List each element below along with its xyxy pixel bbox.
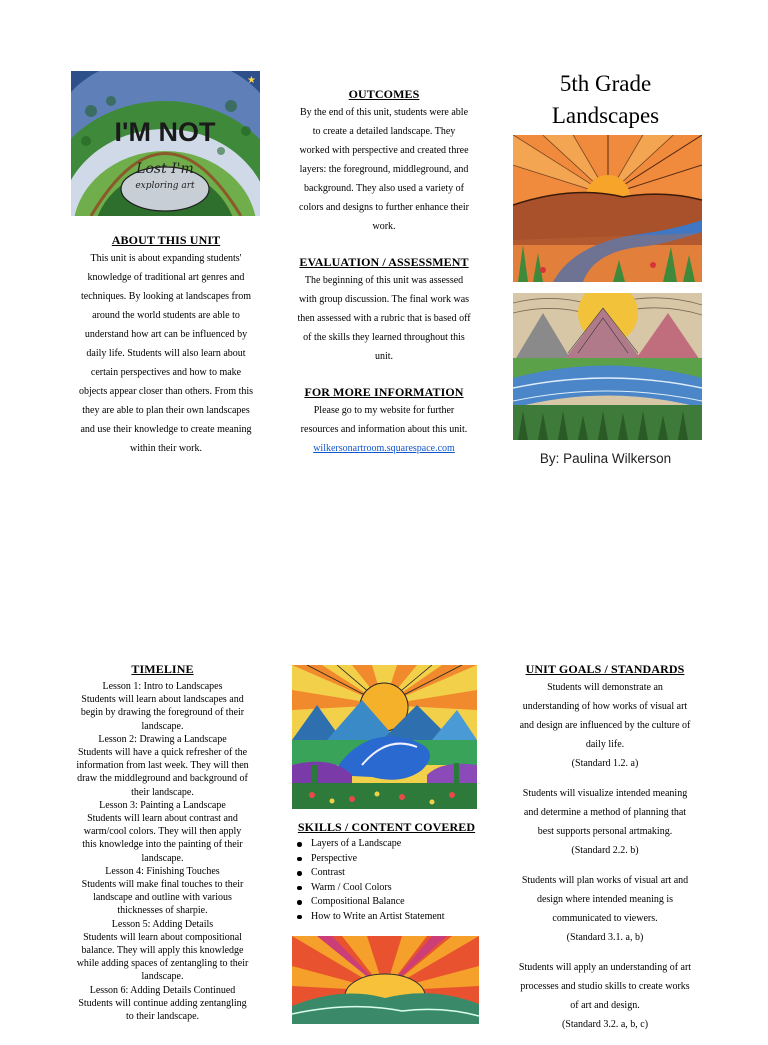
about-line: objects appear closer than others. From this — [78, 386, 254, 397]
evaluation-line: unit. — [374, 351, 394, 362]
goals-heading: UNIT GOALS / STANDARDS — [525, 662, 685, 676]
skills-heading: SKILLS / CONTENT COVERED — [297, 820, 476, 834]
goal-block — [503, 871, 707, 947]
more-info-body — [283, 401, 485, 458]
about-section — [64, 233, 268, 458]
timeline-line: to their landscape. — [125, 1011, 200, 1023]
goals-body — [503, 678, 707, 1034]
timeline-line: warm/cool colors. They will then apply — [83, 826, 242, 838]
about-line: they are able to plan their own landscapes — [82, 405, 250, 416]
about-line: daily life. Students will also learn about — [86, 348, 246, 359]
outcomes-line: By the end of this unit, students were able — [299, 107, 469, 118]
outcomes-heading: OUTCOMES — [348, 87, 420, 101]
skills-list-item: Layers of a Landscape — [311, 837, 484, 852]
artwork-mountain-zentangle-image — [513, 293, 702, 440]
goal-standard: (Standard 3.1. a, b) — [566, 932, 644, 943]
timeline-line: information from last week. They will then — [76, 760, 249, 772]
goal-standard: (Standard 1.2. a) — [571, 758, 639, 769]
goals-section — [503, 662, 707, 1045]
goal-standard: (Standard 3.2. a, b, c) — [561, 1019, 649, 1030]
author-byline: By: Paulina Wilkerson — [539, 451, 672, 466]
goal-line: and determine a method of planning that — [523, 807, 687, 818]
about-line: certain perspectives and how to make — [90, 367, 242, 378]
goal-line: and design are influenced by the culture of — [519, 720, 691, 731]
timeline-line: Students will learn about contrast and — [87, 813, 238, 825]
skills-list-item: Warm / Cool Colors — [311, 881, 484, 896]
evaluation-line: with group discussion. The final work was — [298, 294, 470, 305]
goal-line: design where intended meaning is — [536, 894, 674, 905]
timeline-line: Students will learn about landscapes and — [81, 694, 244, 706]
timeline-line: Students will continue adding zentangling — [78, 997, 247, 1009]
artwork-sunset-river-image — [513, 135, 702, 282]
about-body — [64, 249, 268, 458]
more-info-heading: FOR MORE INFORMATION — [304, 385, 464, 399]
skills-list-item: Perspective — [311, 852, 484, 867]
skills-section — [289, 820, 484, 925]
about-line: knowledge of traditional art genres and — [87, 272, 245, 283]
artwork-sunset-partial — [292, 936, 479, 1024]
skills-list-item: Contrast — [311, 866, 484, 881]
goal-line: Students will plan works of visual art and — [521, 875, 689, 886]
title-line-2: Landscapes — [551, 103, 660, 128]
timeline-line: Lesson 6: Adding Details Continued — [89, 984, 236, 996]
outcomes-body — [283, 103, 485, 236]
timeline-line: landscape. — [141, 720, 184, 732]
timeline-heading: TIMELINE — [131, 662, 194, 676]
goal-block — [503, 678, 707, 773]
skills-list-item: Compositional Balance — [311, 895, 484, 910]
more-info-line: Please go to my website for further — [313, 405, 455, 416]
goal-line: Students will apply an understanding of art — [518, 962, 692, 973]
title-block — [513, 68, 698, 132]
timeline-line: their landscape. — [131, 786, 194, 798]
about-heading: ABOUT THIS UNIT — [111, 233, 221, 247]
artwork-sunset-partial-image — [292, 936, 479, 1024]
outcomes-line: to create a detailed landscape. They — [312, 126, 456, 137]
goal-line: understanding of how works of visual art — [522, 701, 688, 712]
outcomes-line: work. — [372, 221, 396, 232]
more-info-line: resources and information about this unit. — [300, 424, 468, 435]
timeline-line: Lesson 4: Finishing Touches — [105, 865, 220, 877]
goal-line: communicated to viewers. — [552, 913, 658, 924]
evaluation-line: then assessed with a rubric that is based off — [297, 313, 471, 324]
timeline-line: Lesson 2: Drawing a Landscape — [98, 733, 227, 745]
website-link[interactable]: wilkersonartroom.squarespace.com — [313, 443, 455, 454]
about-line: and use their knowledge to create meaning — [80, 424, 252, 435]
outcomes-line: worked with perspective and created three — [299, 145, 469, 156]
timeline-line: Lesson 1: Intro to Landscapes — [102, 681, 223, 692]
goal-line: Students will demonstrate an — [547, 682, 663, 693]
about-line: around the world students are able to — [92, 310, 240, 321]
artwork-sunset-river — [513, 135, 702, 282]
goal-line: best supports personal artmaking. — [537, 826, 673, 837]
timeline-line: balance. They will apply this knowledge — [81, 945, 244, 957]
outcomes-section — [283, 87, 485, 236]
timeline-line: draw the middleground and background of — [77, 773, 248, 785]
evaluation-body — [283, 271, 485, 366]
evaluation-section — [283, 255, 485, 366]
artwork-im-not-lost-image — [71, 71, 260, 216]
artwork-mountain-zentangle — [513, 293, 702, 440]
timeline-section — [60, 662, 265, 1023]
goal-standard: (Standard 2.2. b) — [571, 845, 639, 856]
goal-block — [503, 958, 707, 1034]
outcomes-line: background. They also used a variety of — [303, 183, 465, 194]
timeline-line: while adding spaces of zentangling to their — [76, 958, 249, 970]
outcomes-line: colors and designs to further enhance their — [299, 202, 469, 213]
evaluation-heading: EVALUATION / ASSESSMENT — [299, 255, 469, 269]
skills-list-item: How to Write an Artist Statement — [311, 910, 484, 925]
timeline-line: this knowledge into the painting of their — [82, 839, 243, 851]
about-line: techniques. By looking at landscapes from — [81, 291, 251, 302]
artwork-sun-waves-image — [292, 665, 477, 809]
timeline-line: landscape. — [141, 971, 184, 983]
timeline-line: Students will learn about compositional — [83, 931, 242, 943]
svg-text:★: ★ — [247, 75, 256, 86]
artwork-im-not-lost — [71, 71, 260, 216]
goal-line: of art and design. — [570, 1000, 640, 1011]
timeline-line: landscape and outline with various — [93, 892, 232, 904]
artwork-exploring-text: exploring art — [135, 181, 195, 191]
timeline-line: begin by drawing the foreground of their — [80, 707, 245, 719]
about-line: within their work. — [130, 443, 202, 454]
goal-line: processes and studio skills to create works — [520, 981, 690, 992]
artwork-phrase: I'M NOT — [114, 117, 216, 147]
goal-line: Students will visualize intended meaning — [522, 788, 688, 799]
goal-line: daily life. — [585, 739, 625, 750]
outcomes-line: layers: the foreground, middleground, and — [299, 164, 469, 175]
timeline-line: Lesson 5: Adding Details — [111, 918, 214, 930]
timeline-line: landscape. — [141, 852, 184, 864]
skills-list — [289, 837, 484, 925]
artwork-lost-text: Lost I'm — [136, 161, 194, 177]
timeline-body — [60, 680, 265, 1023]
timeline-line: thicknesses of sharpie. — [117, 905, 208, 917]
evaluation-line: of the skills they learned throughout this — [303, 332, 465, 343]
timeline-line: Students will make final touches to their — [81, 879, 244, 891]
more-info-section — [283, 385, 485, 458]
timeline-line: Students will have a quick refresher of the — [77, 747, 248, 759]
about-line: understand how art can be influenced by — [84, 329, 248, 340]
title-line-1: 5th Grade — [559, 71, 652, 96]
timeline-line: Lesson 3: Painting a Landscape — [99, 799, 226, 811]
evaluation-line: The beginning of this unit was assessed — [304, 275, 464, 286]
about-line: This unit is about expanding students' — [90, 253, 242, 264]
goal-block — [503, 784, 707, 860]
artwork-sun-waves — [292, 665, 477, 809]
